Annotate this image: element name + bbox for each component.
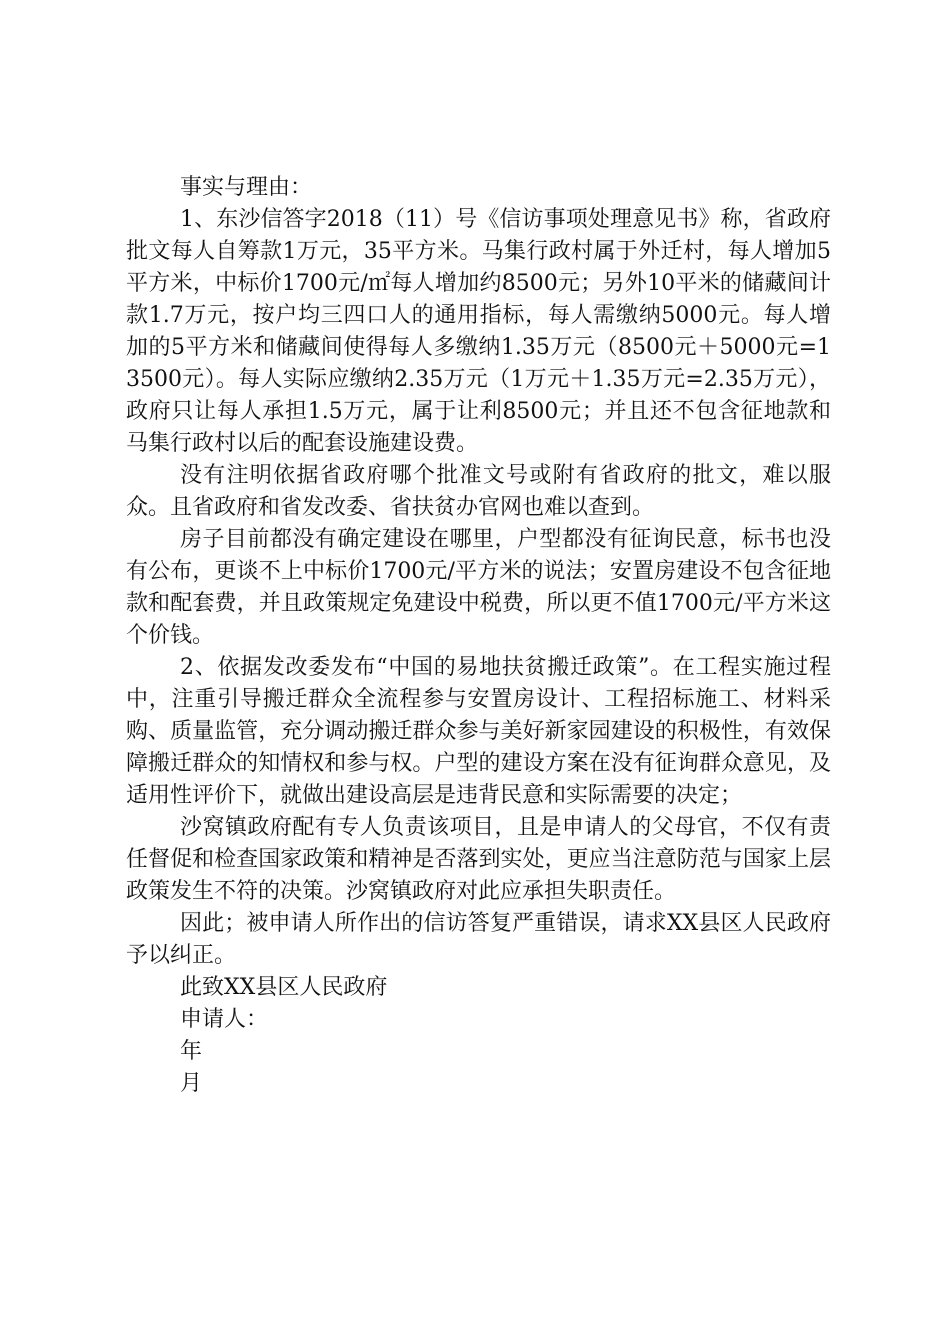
month-line: 月 [180, 1071, 203, 1096]
paragraph-2: 没有注明依据省政府哪个批准文号或附有省政府的批文，难以服众。且省政府和省发改委、省扶贫办官网也难以查到。 [126, 463, 831, 520]
paragraph-6: 因此；被申请人所作出的信访答复严重错误，请求XX县区人民政府予以纠正。 [126, 911, 831, 968]
applicant-line: 申请人： [180, 1007, 269, 1032]
year-line: 年 [180, 1039, 203, 1064]
section-heading: 事实与理由： [180, 175, 313, 200]
paragraph-4: 2、依据发改委发布“中国的易地扶贫搬迁政策”。在工程实施过程中，注重引导搬迁群众全流程参与安置房设计、工程招标施工、材料采购、质量监管，充分调动搬迁群众参与美好新家园建设的积极性，有效保障搬迁群众的知情权和参与权。户型的建设方案在没有征询群众意见，及适用性评价下，就做出建设高层是违背民意和实际需要的决定； [126, 655, 831, 808]
paragraph-3: 房子目前都没有确定建设在哪里，户型都没有征询民意，标书也没有公布，更谈不上中标价1700元/平方米的说法；安置房建设不包含征地款和配套费，并且政策规定免建设中税费，所以更不值1700元/平方米这个价钱。 [126, 527, 831, 648]
addressee-line: 此致XX县区人民政府 [180, 975, 388, 1000]
paragraph-5: 沙窝镇政府配有专人负责该项目，且是申请人的父母官，不仅有责任督促和检查国家政策和精神是否落到实处，更应当注意防范与国家上层政策发生不符的决策。沙窝镇政府对此应承担失职责任。 [126, 815, 831, 904]
document-body [126, 172, 831, 1100]
paragraph-1: 1、东沙信答字2018（11）号《信访事项处理意见书》称，省政府批文每人自筹款1万元，35平方米。马集行政村属于外迁村，每人增加5平方米，中标价1700元/㎡每人增加约8500元；另外10平米的储藏间计款1.7万元，按户均三四口人的通用指标，每人需缴纳5000元。每人增加的5平方米和储藏间使得每人多缴纳1.35万元（8500元＋5000元=13500元）。每人实际应缴纳2.35万元（1万元＋1.35万元=2.35万元），政府只让每人承担1.5万元，属于让利8500元；并且还不包含征地款和马集行政村以后的配套设施建设费。 [126, 207, 831, 456]
